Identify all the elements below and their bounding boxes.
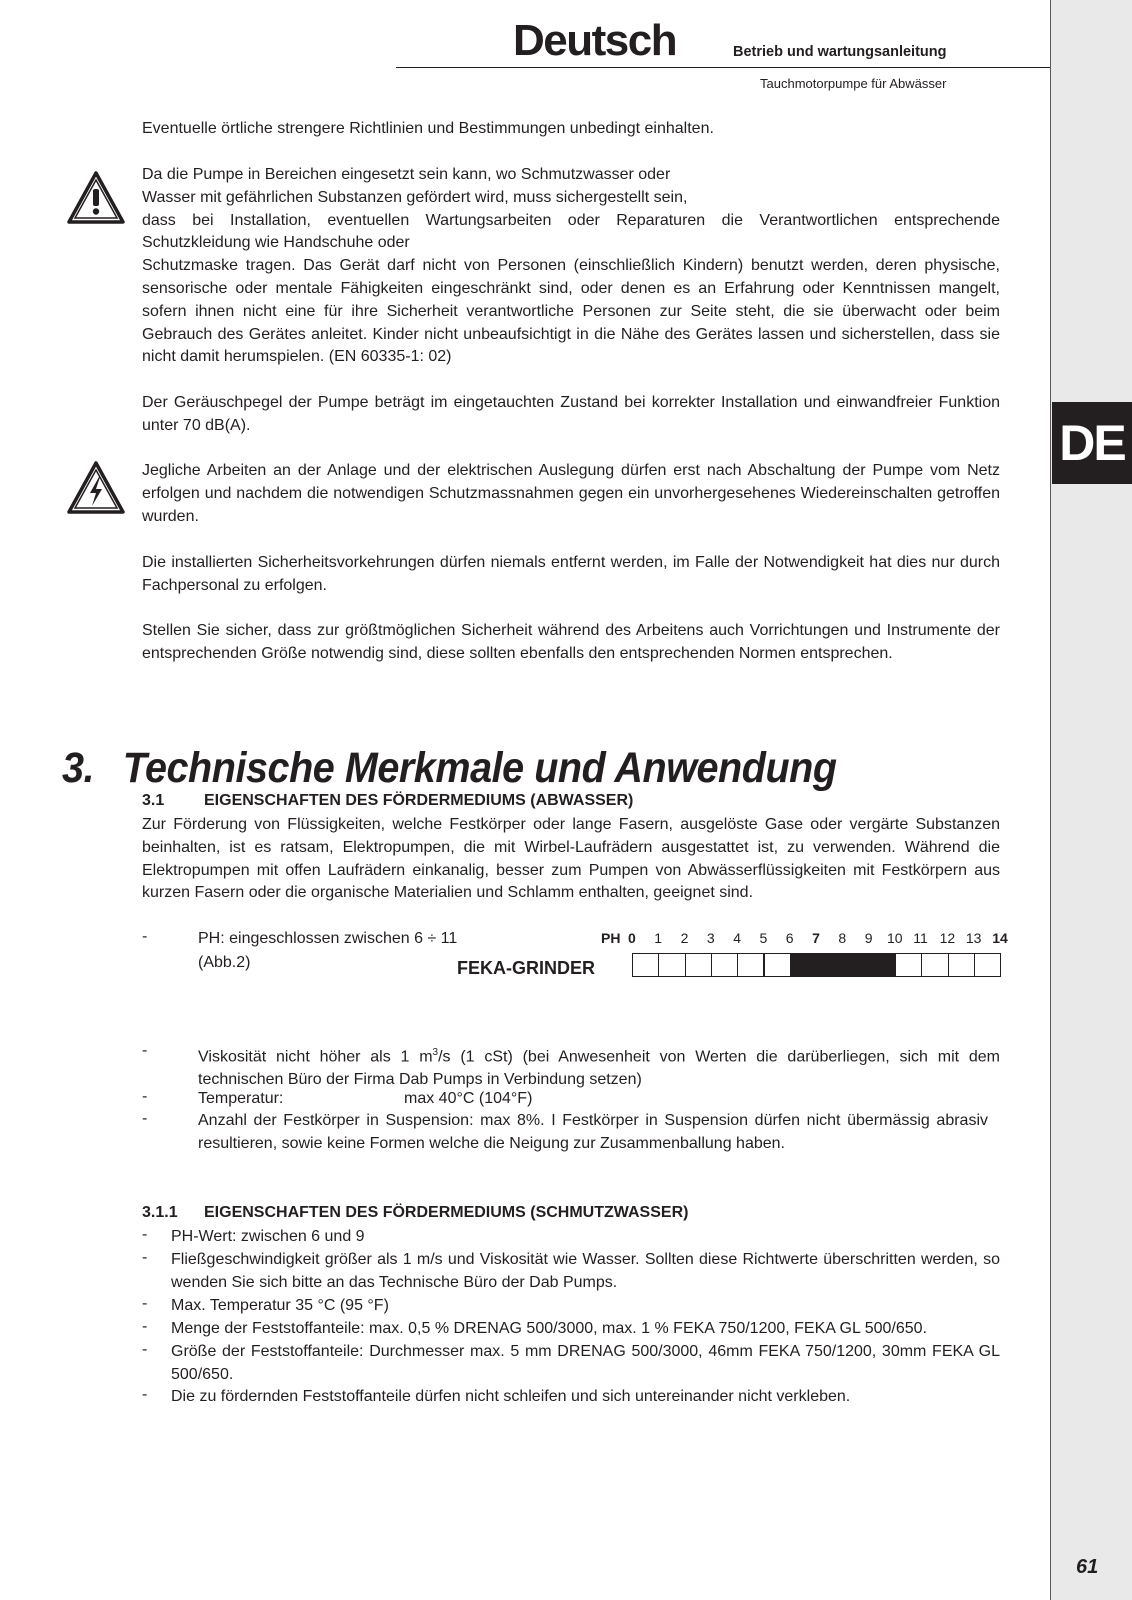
list-dash: -: [142, 1249, 148, 1266]
list-item: Menge der Feststoffanteile: max. 0,5 % DRENAG 500/3000, max. 1 % FEKA 750/1200, FEKA GL 500/650.: [171, 1320, 927, 1337]
ph-cell: [632, 953, 659, 977]
intro-p2-line2: Wasser mit gefährlichen Substanzen gefördert wird, muss sichergestellt sein,: [142, 188, 688, 206]
ph-tick-2: 2: [680, 930, 689, 946]
subsection-3-1-1-number: 3.1.1: [142, 1204, 178, 1221]
section-title-text: Technische Merkmale und Anwendung: [122, 744, 837, 792]
list-item: Max. Temperatur 35 °C (95 °F): [171, 1297, 389, 1314]
viscosity-item: [198, 1042, 1000, 1092]
ph-cell: [685, 953, 712, 977]
ph-cell: [658, 953, 685, 977]
subsection-3-1-1-heading: [142, 1204, 688, 1222]
electrical-hazard-icon: [66, 460, 126, 516]
list-dash: -: [142, 1042, 148, 1059]
ph-cell: [790, 953, 817, 977]
list-dash: -: [142, 1386, 148, 1403]
list-dash: -: [142, 928, 148, 945]
section-number: 3.: [62, 744, 95, 792]
ph-tick-10: 10: [887, 930, 903, 946]
subsection-3-1-heading: [142, 792, 633, 810]
subsection-3-1-text: Zur Förderung von Flüssigkeiten, welche Festkörper oder lange Fasern, ausgelöste Gase oder vergärte Substanzen beinhalten, ist es ratsam, Elektropumpen, die mit Wirbel-Laufrädern ausgestattet ist, zu verwenden. Während die Elektropumpen mit offen Laufrädern einkanalig, besser zum Pumpen von Abwässerflüssigkeiten mit Festkörpern aus kurzen Fasern oder die organische Materialien und Schlamm enthalten, geeignet sind.: [142, 816, 1000, 902]
ph-tick-5: 5: [759, 930, 768, 946]
ph-cell: [711, 953, 738, 977]
list-dash: -: [142, 1295, 148, 1312]
viscosity-superscript: 3: [432, 1047, 439, 1058]
list-dash: -: [142, 1088, 148, 1105]
list-item: Fließgeschwindigkeit größer als 1 m/s und Viskosität wie Wasser. Sollten diese Richtwerte überschritten werden, so wenden Sie sich bitte an das Technische Büro der Dab Pumps.: [171, 1251, 1000, 1291]
language-tab: DE: [1052, 402, 1132, 484]
intro-paragraph-2: [142, 164, 1000, 369]
ph-tick-7: 7: [812, 930, 820, 946]
ph-cell: [895, 953, 922, 977]
ph-tick-8: 8: [838, 930, 847, 946]
ph-tick-6: 6: [785, 930, 794, 946]
solids-item: Anzahl der Festkörper in Suspension: max 8%. I Festkörper in Suspension dürfen nicht übermässig abrasiv resultieren, sowie keine Formen welche die Neigung zur Zusammenballung haben.: [198, 1112, 988, 1152]
list-item: PH-Wert: zwischen 6 und 9: [171, 1228, 365, 1245]
list-dash: -: [142, 1226, 148, 1243]
ph-tick-9: 9: [864, 930, 873, 946]
ph-item: PH: eingeschlossen zwischen 6 ÷ 11: [198, 930, 458, 947]
ph-tick-14: 14: [992, 930, 1008, 946]
ph-tick-3: 3: [706, 930, 715, 946]
ph-cell: [842, 953, 869, 977]
intro-paragraph-1: Eventuelle örtliche strengere Richtlinien und Bestimmungen unbedingt einhalten.: [142, 120, 714, 137]
ph-scale-label: PH: [601, 930, 621, 946]
ph-tick-13: 13: [965, 930, 982, 946]
list-item: Größe der Feststoffanteile: Durchmesser max. 5 mm DRENAG 500/3000, 46mm FEKA 750/1200, 30mm FEKA GL 500/650.: [171, 1343, 1000, 1383]
header-rule: [396, 67, 1050, 68]
temperature-value: max 40°C (104°F): [404, 1090, 533, 1107]
ph-tick-0: 0: [628, 930, 636, 946]
ph-range-bar: [632, 953, 1000, 979]
page-number: 61: [1076, 1556, 1099, 1578]
right-margin-band: [1050, 0, 1132, 1600]
list-dash: -: [142, 1318, 148, 1335]
ph-model-label: FEKA-GRINDER: [457, 958, 595, 978]
ph-cell: [974, 953, 1001, 977]
intro-paragraph-3: Der Geräuschpegel der Pumpe beträgt im eingetauchten Zustand bei korrekter Installation und einwandfreier Funktion unter 70 dB(A).: [142, 394, 1000, 434]
intro-p2-line1: Da die Pumpe in Bereichen eingesetzt sein kann, wo Schmutzwasser oder: [142, 166, 671, 183]
subsection-3-1-1-title: EIGENSCHAFTEN DES FÖRDERMEDIUMS (SCHMUTZWASSER): [204, 1204, 689, 1221]
header-product: Tauchmotorpumpe für Abwässer: [760, 76, 947, 91]
ph-cell: [921, 953, 948, 977]
temperature-label: Temperatur:: [198, 1090, 284, 1107]
header-manual-type: Betrieb und wartungsanleitung: [733, 44, 947, 60]
list-dash: -: [142, 1341, 148, 1358]
intro-paragraph-6: Stellen Sie sicher, dass zur größtmöglichen Sicherheit während des Arbeitens auch Vorrichtungen und Instrumente der entsprechenden Größe notwendig sind, diese sollten ebenfalls den entsprechenden Normen entsprechen.: [142, 622, 1000, 662]
list-dash: -: [142, 1110, 148, 1127]
subsection-3-1-title: EIGENSCHAFTEN DES FÖRDERMEDIUMS (ABWASSER): [204, 792, 634, 809]
ph-figure-ref: (Abb.2): [198, 954, 251, 971]
intro-p2-line4: Schutzmaske tragen. Das Gerät darf nicht von Personen (einschließlich Kindern) benutzt werden, deren physische, sensorische oder mentale Fähigkeiten eingeschränkt sind, oder denen es an Erfahrung oder Kenntnissen mangelt, sofern ihnen nicht eine für ihre Sicherheit verantwortliche Personen zur Seite steht, die sie überwacht oder beim Gebrauch des Gerätes anleitet. Kinder nicht unbeaufsichtigt in die Nähe des Gerätes lassen und sicherstellen, dass sie nicht damit herumspielen. (EN 60335-1: 02): [142, 257, 1000, 366]
warning-exclamation-icon: [66, 170, 126, 226]
ph-tick-4: 4: [733, 930, 741, 946]
viscosity-text-a: Viskosität nicht höher als 1 m: [198, 1048, 433, 1066]
list-item: Die zu fördernden Feststoffanteile dürfen nicht schleifen und sich untereinander nicht verkleben.: [171, 1388, 851, 1405]
intro-paragraph-4: Jegliche Arbeiten an der Anlage und der elektrischen Auslegung dürfen erst nach Abschaltung der Pumpe vom Netz erfolgen und nachdem die notwendigen Schutzmassnahmen gegen ein unvorhergesehenes Wiedereinschalten getroffen wurden.: [142, 462, 1000, 525]
section-title: [62, 744, 837, 793]
ph-tick-1: 1: [654, 930, 663, 946]
header-language: Deutsch: [513, 16, 677, 65]
intro-paragraph-5: Die installierten Sicherheitsvorkehrungen dürfen niemals entfernt werden, im Falle der Notwendigkeit hat dies nur durch Fachpersonal zu erfolgen.: [142, 554, 1000, 594]
viscosity-text-b: /s (1 cSt) (bei Anwesenheit von Werten die darüberliegen, sich mit dem technischen Büro der Firma Dab Pumps in Verbindung setzen): [198, 1048, 1000, 1089]
ph-cell: [737, 953, 764, 977]
ph-cell: [764, 953, 791, 977]
subsection-3-1-number: 3.1: [142, 792, 165, 809]
ph-tick-12: 12: [939, 930, 956, 946]
ph-tick-11: 11: [913, 930, 928, 946]
intro-p2-line3: dass bei Installation, eventuellen Wartungsarbeiten oder Reparaturen die Verantwortlichen entsprechende Schutzkleidung wie Handschuhe oder: [142, 211, 1000, 252]
ph-cell: [816, 953, 843, 977]
ph-cell: [869, 953, 896, 977]
ph-cell: [948, 953, 975, 977]
